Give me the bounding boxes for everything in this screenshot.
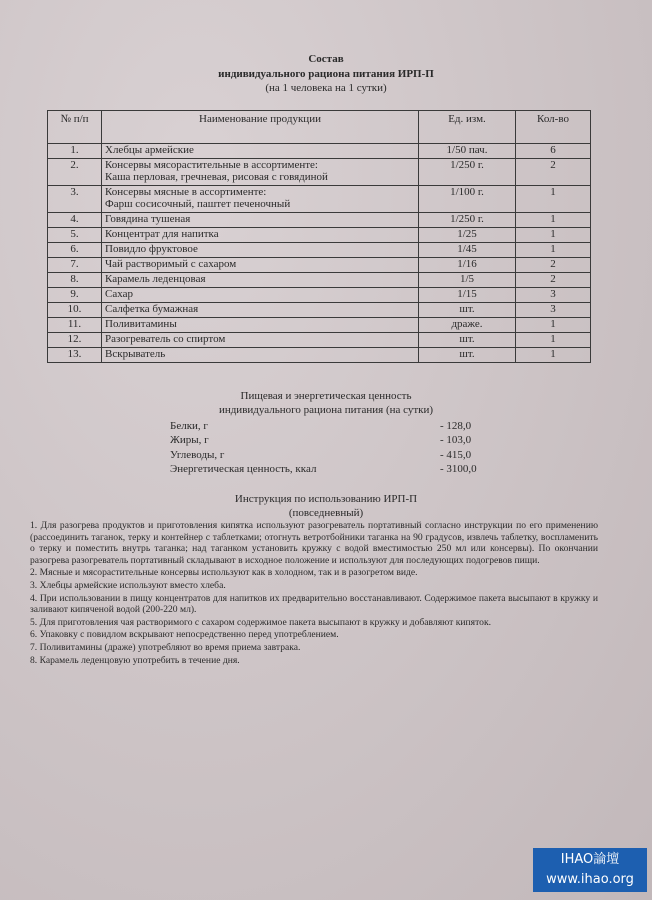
cell-name bbox=[102, 144, 419, 159]
cell-name-line: Хлебцы армейские bbox=[105, 144, 194, 156]
cell-number: 11. bbox=[48, 318, 102, 333]
products-table-body bbox=[48, 144, 591, 363]
table-row bbox=[48, 243, 591, 258]
cell-name bbox=[102, 273, 419, 288]
cell-unit: 1/50 пач. bbox=[419, 144, 516, 159]
watermark-badge bbox=[533, 848, 647, 892]
cell-unit: 1/16 bbox=[419, 258, 516, 273]
cell-unit: 1/5 bbox=[419, 273, 516, 288]
instruction-item: 3. Хлебцы армейские используют вместо хлеба. bbox=[30, 579, 226, 591]
cell-name-line-2: Каша перловая, гречневая, рисовая с говядиной bbox=[105, 171, 328, 183]
instruction-item: 6. Упаковку с повидлом вскрывают непосредственно перед употреблением. bbox=[30, 629, 339, 641]
cell-name-line: Консервы мясорастительные в ассортименте: bbox=[105, 159, 318, 171]
nutrition-subtitle: индивидуального рациона питания (на сутки) bbox=[218, 404, 434, 416]
col-header-qty: Кол-во bbox=[516, 111, 591, 144]
products-table bbox=[47, 110, 591, 363]
cell-name-line: Сахар bbox=[105, 288, 133, 300]
table-row bbox=[48, 348, 591, 363]
nutrition-value: - 103,0 bbox=[440, 434, 472, 446]
cell-qty: 1 bbox=[516, 228, 591, 243]
nutrition-label: Белки, г bbox=[170, 420, 208, 432]
cell-number: 10. bbox=[48, 303, 102, 318]
table-header-row bbox=[48, 111, 591, 144]
cell-name bbox=[102, 318, 419, 333]
instruction-item: 8. Карамель леденцовую употребить в течение дня. bbox=[30, 654, 240, 666]
table-row bbox=[48, 213, 591, 228]
cell-name bbox=[102, 303, 419, 318]
watermark-line1: IHAO論壇 bbox=[560, 852, 620, 867]
cell-name bbox=[102, 159, 419, 186]
cell-qty: 6 bbox=[516, 144, 591, 159]
nutrition-value: - 415,0 bbox=[440, 449, 472, 461]
cell-name bbox=[102, 243, 419, 258]
cell-qty: 1 bbox=[516, 186, 591, 213]
instruction-item: 1. Для разогрева продуктов и приготовления кипятка используют разогреватель портативный согласно инструкции по его применению (рассоединить таганок, терку и контейнер с таблетками; отогнуть ветротбойники таганка на 90 градусов, извлечь таблетку, воспламенить о терку и поместить внутрь таганка; над таганком установить кружку с водой вместимостью 250 мл или консервы). По окончании разогрева разогреватель портативный складывают в исходное положение и используют для последующих подогревов пищи. bbox=[30, 520, 598, 566]
table-row bbox=[48, 144, 591, 159]
col-header-unit bbox=[419, 111, 516, 144]
cell-qty: 3 bbox=[516, 303, 591, 318]
nutrition-value: - 128,0 bbox=[440, 420, 472, 432]
cell-name bbox=[102, 186, 419, 213]
table-row bbox=[48, 159, 591, 186]
cell-qty: 1 bbox=[516, 243, 591, 258]
cell-unit: 1/45 bbox=[419, 243, 516, 258]
cell-qty: 1 bbox=[516, 213, 591, 228]
instruction-item: 4. При использовании в пищу концентратов для напитков их предварительно восстанавливают. Содержимое пакета высыпают в кружку и заливают кипяченой водой (200-220 мл). bbox=[30, 592, 598, 616]
watermark-line2: www.ihao.org bbox=[546, 872, 634, 887]
cell-number: 3. bbox=[48, 186, 102, 213]
cell-name-line: Карамель леденцовая bbox=[105, 273, 206, 285]
cell-name-line: Консервы мясные в ассортименте: bbox=[105, 186, 267, 198]
cell-name-line: Чай растворимый с сахаром bbox=[105, 258, 237, 270]
cell-name bbox=[102, 228, 419, 243]
cell-unit: 1/100 г. bbox=[419, 186, 516, 213]
cell-number: 2. bbox=[48, 159, 102, 186]
cell-number: 12. bbox=[48, 333, 102, 348]
cell-number: 8. bbox=[48, 273, 102, 288]
cell-qty: 2 bbox=[516, 159, 591, 186]
cell-name-line: Говядина тушеная bbox=[105, 213, 191, 225]
cell-name-line-2: Фарш сосисочный, паштет печеночный bbox=[105, 198, 291, 210]
cell-name-line: Салфетка бумажная bbox=[105, 303, 199, 315]
cell-number: 1. bbox=[48, 144, 102, 159]
cell-number: 9. bbox=[48, 288, 102, 303]
col-header-number: № п/п bbox=[48, 111, 102, 144]
col-header-name: Наименование продукции bbox=[102, 111, 419, 144]
col-header-unit-text: Ед. изм. bbox=[448, 113, 486, 125]
document-note: (на 1 человека на 1 сутки) bbox=[265, 82, 387, 94]
cell-qty: 2 bbox=[516, 258, 591, 273]
cell-number: 13. bbox=[48, 348, 102, 363]
cell-name bbox=[102, 333, 419, 348]
table-row bbox=[48, 228, 591, 243]
cell-unit: 1/25 bbox=[419, 228, 516, 243]
table-row bbox=[48, 333, 591, 348]
cell-unit: 1/250 г. bbox=[419, 159, 516, 186]
cell-unit: шт. bbox=[419, 303, 516, 318]
cell-number: 7. bbox=[48, 258, 102, 273]
cell-name-line: Вскрыватель bbox=[105, 348, 166, 360]
table-row bbox=[48, 258, 591, 273]
table-row bbox=[48, 303, 591, 318]
cell-unit: шт. bbox=[419, 333, 516, 348]
cell-qty: 3 bbox=[516, 288, 591, 303]
instructions-body bbox=[30, 520, 598, 667]
instructions-subtitle: (повседневный) bbox=[288, 507, 364, 519]
instructions-title: Инструкция по использованию ИРП-П bbox=[234, 493, 418, 505]
instruction-item: 2. Мясные и мясорастительные консервы используют как в холодном, так и в разогретом виде. bbox=[30, 567, 418, 579]
table-row bbox=[48, 318, 591, 333]
cell-qty: 1 bbox=[516, 333, 591, 348]
instruction-item: 7. Поливитамины (драже) употребляют во время приема завтрака. bbox=[30, 641, 301, 653]
document-title: Состав bbox=[308, 53, 344, 65]
cell-number: 5. bbox=[48, 228, 102, 243]
nutrition-label: Энергетическая ценность, ккал bbox=[170, 463, 317, 475]
table-row bbox=[48, 273, 591, 288]
cell-number: 6. bbox=[48, 243, 102, 258]
cell-unit: драже. bbox=[419, 318, 516, 333]
cell-unit: 1/15 bbox=[419, 288, 516, 303]
table-row bbox=[48, 288, 591, 303]
nutrition-label: Жиры, г bbox=[170, 434, 209, 446]
cell-name bbox=[102, 288, 419, 303]
cell-name bbox=[102, 213, 419, 228]
cell-name-line: Разогреватель со спиртом bbox=[105, 333, 226, 345]
cell-qty: 1 bbox=[516, 348, 591, 363]
document-subtitle: индивидуального рациона питания ИРП-П bbox=[218, 68, 434, 80]
cell-name bbox=[102, 348, 419, 363]
cell-name-line: Концентрат для напитка bbox=[105, 228, 219, 240]
cell-name bbox=[102, 258, 419, 273]
cell-name-line: Поливитамины bbox=[105, 318, 177, 330]
instruction-item: 5. Для приготовления чая растворимого с сахаром содержимое пакета высыпают в кружку и добавляют кипяток. bbox=[30, 616, 491, 628]
table-row bbox=[48, 186, 591, 213]
nutrition-value: - 3100,0 bbox=[440, 463, 477, 475]
cell-qty: 1 bbox=[516, 318, 591, 333]
cell-unit: 1/250 г. bbox=[419, 213, 516, 228]
cell-qty: 2 bbox=[516, 273, 591, 288]
nutrition-label: Углеводы, г bbox=[170, 449, 225, 461]
nutrition-title: Пищевая и энергетическая ценность bbox=[240, 390, 412, 402]
cell-name-line: Повидло фруктовое bbox=[105, 243, 198, 255]
cell-unit: шт. bbox=[419, 348, 516, 363]
cell-number: 4. bbox=[48, 213, 102, 228]
